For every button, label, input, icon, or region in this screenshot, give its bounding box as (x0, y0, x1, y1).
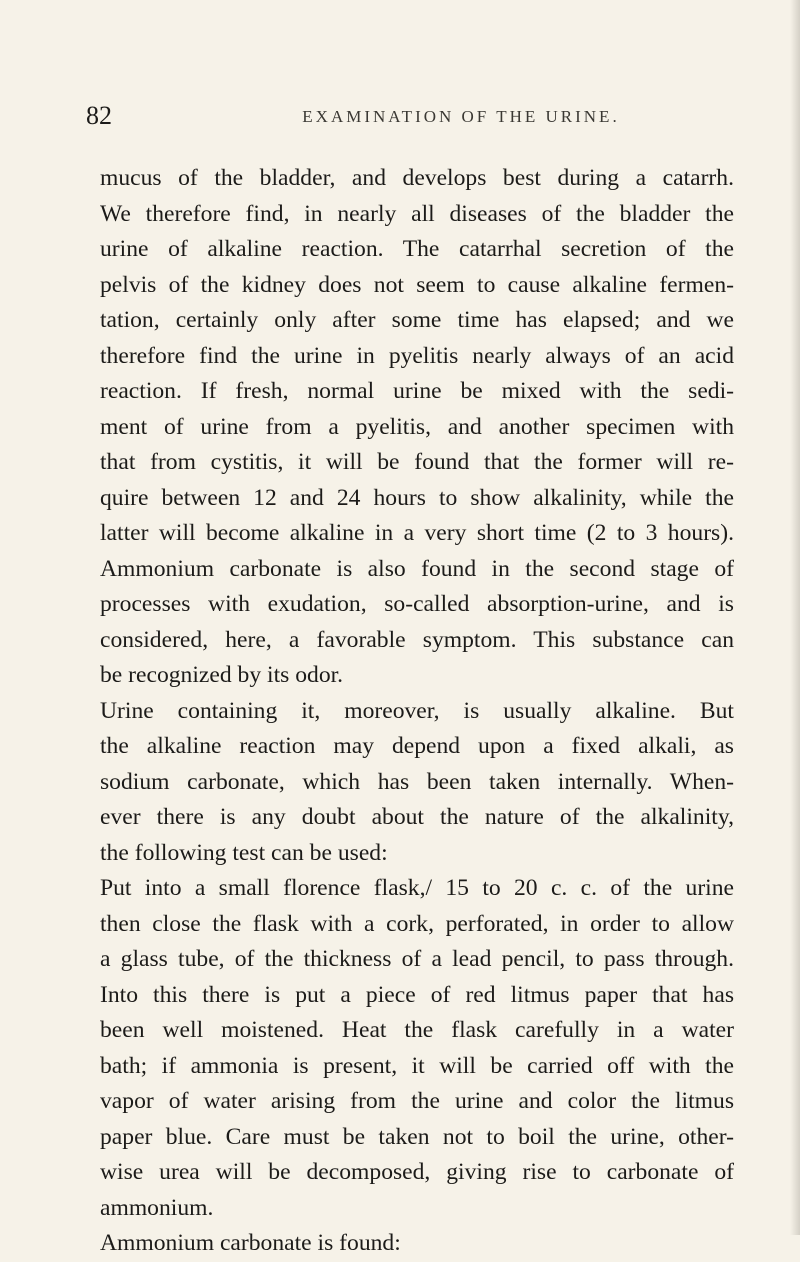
text-line: bath; if ammonia is present, it will be carried off with the (100, 1052, 734, 1079)
text-line: paper blue. Care must be taken not to boil the urine, other- (100, 1123, 734, 1150)
text-line: Into this there is put a piece of red litmus paper that has (100, 981, 734, 1008)
running-head (86, 100, 728, 140)
text-line: vapor of water arising from the urine and color the litmus (100, 1088, 734, 1114)
text-line: then close the flask with a cork, perforated, in order to allow (100, 910, 734, 937)
text-line: urine of alkaline reaction. The catarrhal secretion of the (100, 236, 734, 262)
page-number: 82 (86, 101, 112, 130)
text-line: pelvis of the kidney does not seem to cause alkaline fermen- (100, 271, 734, 298)
text-line: Ammonium carbonate is found: (100, 1230, 401, 1256)
text-line: that from cystitis, it will be found that the former will re- (100, 449, 734, 475)
text-line: latter will become alkaline in a very short time (2 to 3 hours). (100, 520, 734, 546)
text-line: Ammonium carbonate is also found in the second stage of (100, 555, 734, 582)
text-line: Put into a small florence flask,/ 15 to 20 c. c. of the urine (100, 875, 734, 901)
text-line: ever there is any doubt about the nature of the alkalinity, (100, 804, 734, 830)
text-line: tation, certainly only after some time has elapsed; and we (100, 307, 734, 333)
text-line: been well moistened. Heat the flask carefully in a water (100, 1017, 734, 1043)
text-line: the alkaline reaction may depend upon a fixed alkali, as (100, 733, 734, 759)
text-line: ment of urine from a pyelitis, and another specimen with (100, 413, 734, 440)
text-line: reaction. If fresh, normal urine be mixed with the sedi- (100, 378, 734, 404)
text-line: the following test can be used: (100, 839, 388, 866)
text-line: a glass tube, of the thickness of a lead pencil, to pass through. (100, 946, 734, 972)
text-line: be recognized by its odor. (100, 662, 344, 688)
page-edge-shadow (790, 0, 800, 1235)
text-line: sodium carbonate, which has been taken internally. When- (100, 768, 734, 795)
running-head-title: EXAMINATION OF THE URINE. (302, 107, 620, 126)
text-line: quire between 12 and 24 hours to show alkalinity, while the (100, 484, 734, 511)
text-line: Urine containing it, moreover, is usually alkaline. But (100, 697, 734, 724)
body-text (100, 161, 734, 1262)
text-line: considered, here, a favorable symptom. This substance can (100, 626, 734, 653)
text-line: therefore find the urine in pyelitis nearly always of an acid (100, 342, 734, 369)
text-line: processes with exudation, so-called absorption-urine, and is (100, 591, 734, 617)
text-line: ammonium. (100, 1194, 214, 1221)
text-line: wise urea will be decomposed, giving rise to carbonate of (100, 1159, 734, 1185)
text-line: mucus of the bladder, and develops best during a catarrh. (100, 165, 734, 191)
text-line: We therefore find, in nearly all diseases of the bladder the (100, 200, 734, 227)
